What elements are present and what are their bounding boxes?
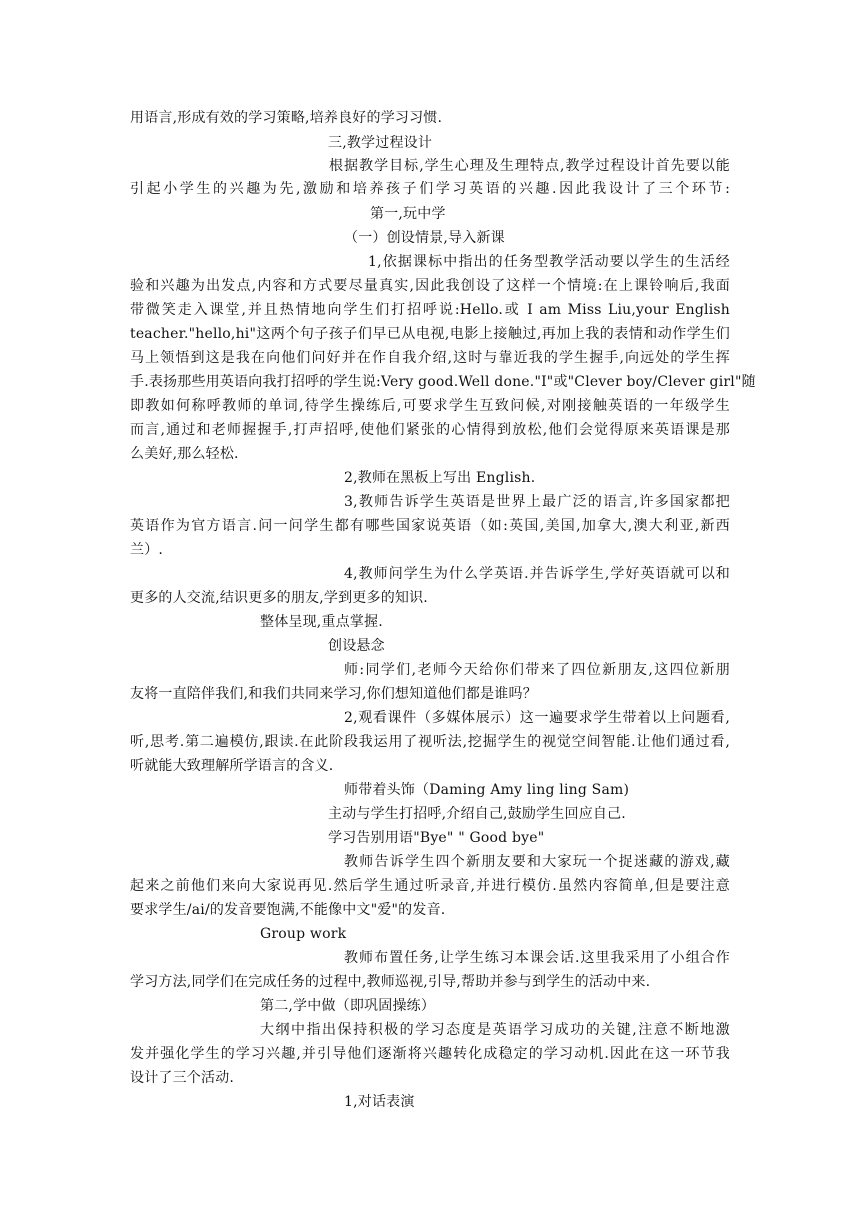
text-line: 带微笑走入课堂,并且热情地向学生们打招呼说:Hello.或 I am Miss Liu,your English xyxy=(130,302,730,318)
text-line: 学习方法,同学们在完成任务的过程中,教师巡视,引导,帮助并参与到学生的活动中来. xyxy=(130,974,651,990)
text-line: 发并强化学生的学习兴趣,并引导他们逐渐将兴趣转化成稳定的学习动机.因此在这一环节我 xyxy=(130,1046,730,1062)
subsection-heading: （一）创设情景,导入新课 xyxy=(344,230,505,246)
text-line: 2,教师在黑板上写出 English. xyxy=(344,470,536,486)
text-line: 1,依据课标中指出的任务型教学活动要以学生的生活经 xyxy=(368,254,730,270)
text-line: 整体呈现,重点掌握. xyxy=(260,614,383,630)
text-line: 创设悬念 xyxy=(328,638,385,654)
text-line: 教师布置任务,让学生练习本课会话.这里我采用了小组合作 xyxy=(344,950,730,966)
text-line: 要求学生/ai/的发音要饱满,不能像中文"爱"的发音. xyxy=(130,902,446,918)
section-heading: 三,教学过程设计 xyxy=(328,135,433,151)
text-line: 教师告诉学生四个新朋友要和大家玩一个捉迷藏的游戏,藏 xyxy=(344,854,730,870)
text-line: 马上领悟到这是我在向他们问好并在作自我介绍,这时与靠近我的学生握手,向远处的学生挥 xyxy=(130,350,730,366)
text-line: 更多的人交流,结识更多的朋友,学到更多的知识. xyxy=(130,590,428,606)
text-line: 3,教师告诉学生英语是世界上最广泛的语言,许多国家都把 xyxy=(344,494,730,510)
text-line: 验和兴趣为出发点,内容和方式要尽量真实,因此我创设了这样一个情境:在上课铃响后,我面 xyxy=(130,278,730,294)
text-line: 1,对话表演 xyxy=(344,1094,415,1110)
text-line: 师带着头饰（Daming Amy ling ling Sam) xyxy=(344,782,630,798)
text-line: 么美好,那么轻松. xyxy=(130,446,239,462)
text-line: 4,教师问学生为什么学英语.并告诉学生,学好英语就可以和 xyxy=(344,566,730,582)
text-line: 大纲中指出保持积极的学习态度是英语学习成功的关键,注意不断地激 xyxy=(260,1022,730,1038)
text-line: 英语作为官方语言.问一问学生都有哪些国家说英语（如:英国,美国,加拿大,澳大利亚,新西 xyxy=(130,518,730,534)
text-line: 用语言,形成有效的学习策略,培养良好的学习习惯. xyxy=(130,110,443,126)
text-line: 而言,通过和老师握握手,打声招呼,使他们紧张的心情得到放松,他们会觉得原来英语课是那 xyxy=(130,422,730,438)
text-line: teacher."hello,hi"这两个句子孩子们早已从电视,电影上接触过,再加上我的表情和动作学生们 xyxy=(130,326,730,342)
text-line: 2,观看课件（多媒体展示）这一遍要求学生带着以上问题看, xyxy=(344,710,730,726)
text-line: 主动与学生打招呼,介绍自己,鼓励学生回应自己. xyxy=(328,806,626,822)
section-heading: 第二,学中做（即巩固操练） xyxy=(260,998,436,1014)
text-line: 兰）. xyxy=(130,542,164,558)
text-line: 引起小学生的兴趣为先,激励和培养孩子们学习英语的兴趣.因此我设计了三个环节: xyxy=(130,181,730,197)
text-line: 即教如何称呼教师的单词,待学生操练后,可要求学生互致问候,对刚接触英语的一年级学生 xyxy=(130,398,730,414)
text-line: 友将一直陪伴我们,和我们共同来学习,你们想知道他们都是谁吗？ xyxy=(130,686,537,702)
text-line: 手.表扬那些用英语向我打招呼的学生说:Very good.Well done."I"或"Clever boy/Clever girl"随 xyxy=(130,374,756,390)
text-line: 设计了三个活动. xyxy=(130,1070,235,1086)
text-line: 根据教学目标,学生心理及生理特点,教学过程设计首先要以能 xyxy=(329,158,730,174)
text-line: 听,思考.第二遍模仿,跟读.在此阶段我运用了视听法,挖掘学生的视觉空间智能.让他们通过看, xyxy=(130,734,730,750)
text-line: 学习告别用语"Bye" " Good bye" xyxy=(328,830,545,846)
section-heading: 第一,玩中学 xyxy=(370,206,446,222)
text-line: Group work xyxy=(260,926,347,942)
text-line: 师:同学们,老师今天给你们带来了四位新朋友,这四位新朋 xyxy=(344,662,730,678)
text-line: 起来之前他们来向大家说再见.然后学生通过听录音,并进行模仿.虽然内容简单,但是要注意 xyxy=(130,878,730,894)
text-line: 听就能大致理解所学语言的含义. xyxy=(130,758,334,774)
